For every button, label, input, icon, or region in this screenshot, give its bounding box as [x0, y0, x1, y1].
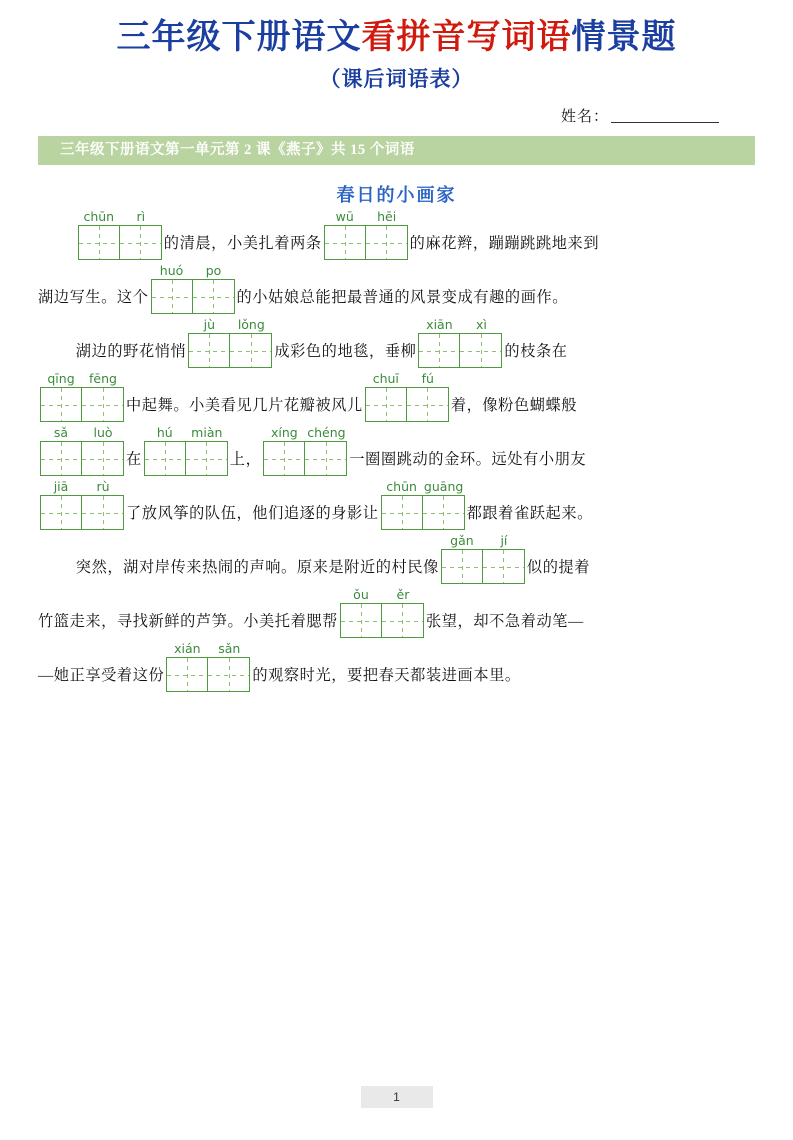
name-field-row	[38, 105, 755, 126]
pinyin-syllable: guāng	[423, 479, 464, 495]
pinyin-syllable: lǒng	[237, 317, 265, 333]
pinyin-syllable: gǎn	[450, 533, 474, 549]
tianzige-grid[interactable]	[144, 441, 228, 476]
pinyin-syllable: hú	[156, 425, 173, 441]
grid-cell[interactable]	[483, 550, 524, 583]
grid-cell[interactable]	[41, 388, 82, 421]
grid-cell[interactable]	[419, 334, 460, 367]
grid-cell[interactable]	[167, 658, 208, 691]
answer-blank[interactable]	[418, 317, 502, 368]
pinyin-label	[340, 586, 424, 603]
body-text: 中起舞。小美看见几片花瓣被风儿	[126, 397, 363, 415]
tianzige-grid[interactable]	[40, 441, 124, 476]
tianzige-grid[interactable]	[263, 441, 347, 476]
exercise-body	[38, 209, 755, 703]
pinyin-syllable: rù	[96, 479, 110, 495]
pinyin-syllable: chéng	[307, 425, 346, 441]
pinyin-syllable: hēi	[377, 209, 397, 225]
grid-cell[interactable]	[82, 442, 123, 475]
grid-cell[interactable]	[82, 388, 123, 421]
body-text: 突然，湖对岸传来热闹的声响。原来是附近的村民像	[75, 559, 439, 577]
section-heading: 春日的小画家	[336, 185, 457, 206]
page-number: 1	[361, 1086, 433, 1108]
body-text: 在	[126, 451, 142, 469]
answer-blank[interactable]	[188, 317, 272, 368]
grid-cell[interactable]	[41, 442, 82, 475]
answer-blank[interactable]	[441, 533, 525, 584]
tianzige-grid[interactable]	[40, 495, 124, 530]
pinyin-syllable: ǒu	[353, 587, 369, 603]
pinyin-syllable: sǎ	[53, 425, 69, 441]
tianzige-grid[interactable]	[365, 387, 449, 422]
grid-cell[interactable]	[186, 442, 227, 475]
tianzige-grid[interactable]	[188, 333, 272, 368]
tianzige-grid[interactable]	[40, 387, 124, 422]
answer-blank[interactable]	[40, 479, 124, 530]
pinyin-label	[40, 370, 124, 387]
grid-cell[interactable]	[193, 280, 234, 313]
grid-cell[interactable]	[366, 388, 407, 421]
pinyin-syllable: luò	[93, 425, 113, 441]
grid-cell[interactable]	[341, 604, 382, 637]
grid-cell[interactable]	[407, 388, 448, 421]
pinyin-syllable: xíng	[271, 425, 298, 441]
pinyin-label	[78, 208, 162, 225]
pinyin-label	[166, 640, 250, 657]
answer-blank[interactable]	[263, 425, 347, 476]
pinyin-syllable: xiān	[426, 317, 453, 333]
pinyin-syllable: xì	[475, 317, 487, 333]
answer-blank[interactable]	[40, 371, 124, 422]
pinyin-syllable: po	[205, 263, 222, 279]
unit-banner: 三年级下册语文第一单元第 2 课《燕子》共 15 个词语	[38, 136, 755, 165]
tianzige-grid[interactable]	[324, 225, 408, 260]
tianzige-grid[interactable]	[418, 333, 502, 368]
pinyin-syllable: chuī	[372, 371, 399, 387]
grid-cell[interactable]	[423, 496, 464, 529]
pinyin-syllable: sǎn	[218, 641, 241, 657]
body-text: 一圈圈跳动的金环。远处有小朋友	[349, 451, 587, 469]
worksheet-page	[0, 18, 793, 1140]
grid-cell[interactable]	[145, 442, 186, 475]
pinyin-label	[40, 424, 124, 441]
tianzige-grid[interactable]	[166, 657, 250, 692]
answer-blank[interactable]	[78, 209, 162, 260]
answer-blank[interactable]	[166, 641, 250, 692]
grid-cell[interactable]	[230, 334, 271, 367]
answer-blank[interactable]	[340, 587, 424, 638]
body-text: 上，	[229, 451, 262, 469]
pinyin-label	[418, 316, 502, 333]
grid-cell[interactable]	[189, 334, 230, 367]
pinyin-syllable: xián	[174, 641, 201, 657]
body-text: 湖边的野花悄悄	[75, 343, 187, 361]
body-text: 竹篮走来，寻找新鲜的芦笋。小美托着腮帮	[38, 613, 338, 631]
body-text: 似的提着	[526, 559, 591, 577]
pinyin-syllable: wū	[335, 209, 354, 225]
name-label: 姓名：	[560, 109, 609, 126]
pinyin-syllable: miàn	[191, 425, 223, 441]
paragraph-2	[38, 317, 755, 541]
answer-blank[interactable]	[365, 371, 449, 422]
tianzige-grid[interactable]	[78, 225, 162, 260]
answer-blank[interactable]	[144, 425, 228, 476]
grid-cell[interactable]	[460, 334, 501, 367]
page-subtitle: （课后词语表）	[319, 67, 474, 92]
body-text: —她正享受着这份	[38, 667, 165, 685]
pinyin-label	[188, 316, 272, 333]
body-text: 的小姑娘总能把最普通的风景变成有趣的画作。	[236, 289, 569, 307]
pinyin-label	[151, 262, 235, 279]
pinyin-syllable: huó	[159, 263, 184, 279]
pinyin-syllable: jí	[500, 533, 508, 549]
tianzige-grid[interactable]	[340, 603, 424, 638]
pinyin-label	[365, 370, 449, 387]
grid-cell[interactable]	[442, 550, 483, 583]
grid-cell[interactable]	[79, 226, 120, 259]
pinyin-syllable: ěr	[396, 587, 410, 603]
body-text: 着，像粉色蝴蝶般	[450, 397, 578, 415]
grid-cell[interactable]	[382, 496, 423, 529]
grid-cell[interactable]	[152, 280, 193, 313]
answer-blank[interactable]	[324, 209, 408, 260]
pinyin-syllable: fēng	[89, 371, 117, 387]
grid-cell[interactable]	[82, 496, 123, 529]
body-text: 成彩色的地毯，垂柳	[274, 343, 417, 361]
body-text: 的观察时光，要把春天都装进画本里。	[252, 667, 521, 685]
pinyin-syllable: qīng	[47, 371, 75, 387]
title-segment-blue-1: 三年级下册语文	[116, 19, 362, 56]
pinyin-syllable: fú	[421, 371, 434, 387]
body-text: 的枝条在	[504, 343, 568, 361]
name-input-blank[interactable]	[611, 107, 719, 123]
grid-cell[interactable]	[264, 442, 305, 475]
pinyin-syllable: jiā	[53, 479, 69, 495]
title-segment-blue-2: 情景题	[571, 19, 677, 56]
paragraph-3	[38, 533, 755, 703]
grid-cell[interactable]	[305, 442, 346, 475]
pinyin-label	[144, 424, 228, 441]
pinyin-syllable: rì	[136, 209, 146, 225]
page-title	[38, 18, 755, 57]
grid-cell[interactable]	[41, 496, 82, 529]
tianzige-grid[interactable]	[151, 279, 235, 314]
pinyin-syllable: chūn	[386, 479, 417, 495]
answer-blank[interactable]	[381, 479, 465, 530]
body-text: 的麻花辫，蹦蹦跳跳地来到	[409, 235, 600, 253]
answer-blank[interactable]	[151, 263, 235, 314]
pinyin-syllable: jù	[203, 317, 216, 333]
tianzige-grid[interactable]	[441, 549, 525, 584]
body-text: 的清晨，小美扎着两条	[163, 235, 322, 253]
paragraph-1	[38, 209, 755, 325]
page-footer	[0, 1086, 793, 1108]
pinyin-label	[263, 424, 347, 441]
pinyin-label	[381, 478, 465, 495]
pinyin-label	[441, 532, 525, 549]
tianzige-grid[interactable]	[381, 495, 465, 530]
grid-cell[interactable]	[366, 226, 407, 259]
pinyin-label	[40, 478, 124, 495]
grid-cell[interactable]	[208, 658, 249, 691]
pinyin-label	[324, 208, 408, 225]
grid-cell[interactable]	[120, 226, 161, 259]
body-text: 张望，却不急着动笔—	[425, 613, 584, 631]
pinyin-syllable: chūn	[83, 209, 115, 225]
body-text: 湖边写生。这个	[38, 289, 149, 307]
grid-cell[interactable]	[325, 226, 366, 259]
body-text: 都跟着雀跃起来。	[466, 505, 593, 523]
answer-blank[interactable]	[40, 425, 124, 476]
title-segment-red: 看拼音写词语	[361, 19, 572, 56]
body-text: 了放风筝的队伍，他们追逐的身影让	[126, 505, 379, 523]
grid-cell[interactable]	[382, 604, 423, 637]
